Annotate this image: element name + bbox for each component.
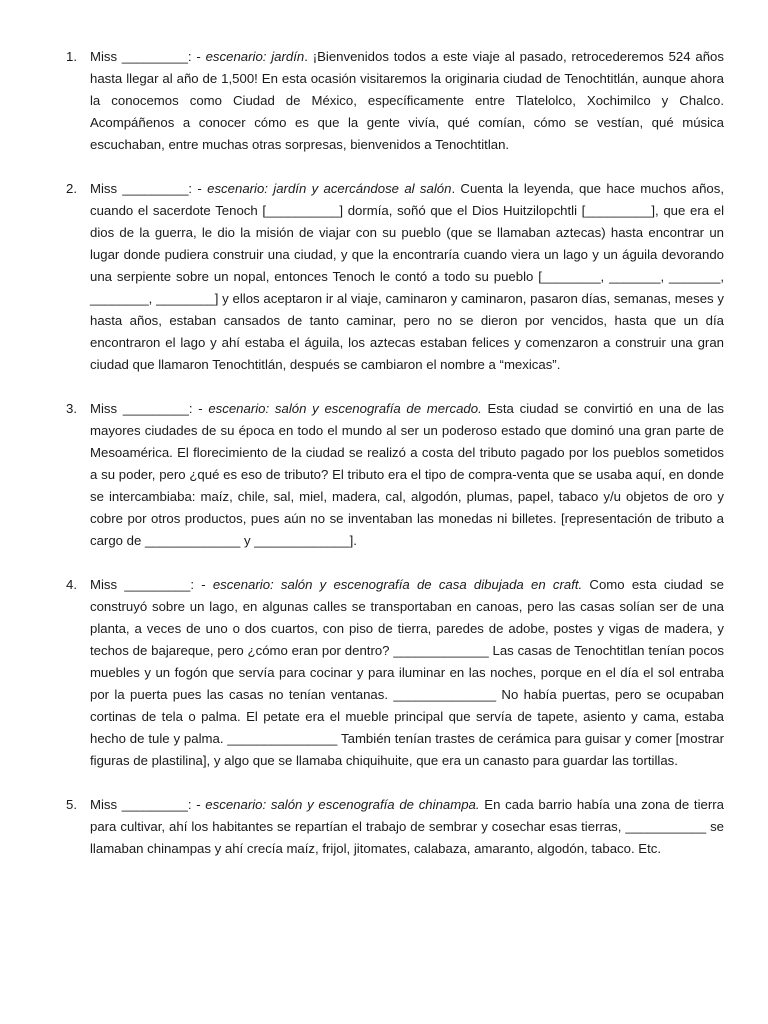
script-list: [0, 46, 724, 860]
item-number: 4.: [66, 577, 77, 592]
dialogue-text: Como esta ciudad se construyó sobre un lago, en algunas calles se transportaban en canoas, pero las casas solían ser de una planta, a veces de uno o dos cuartos, con piso de tierra, paredes de adobe, postes y vigas de madera, y techos de bajareque, pero ¿cómo eran por dentro? _____________ Las casas de Tenochtitlan tenían pocos muebles y un fogón que servía para cocinar y para iluminar en las noches, porque en el día el sol entraba por la puerta pues las casas no tenían ventanas. ______________ No había puertas, pero se ocupaban cortinas de tela o palma. El petate era el mueble principal que servía de tapete, asiento y cama, estaba hecho de tule y palma. _______________ También tenían trastes de cerámica para guisar y comer [mostrar figuras de plastilina], y algo que se llamaba chiquihuite, que era un canasto para guardar las tortillas.: [90, 577, 724, 768]
dialogue-text: . ¡Bienvenidos todos a este viaje al pasado, retrocederemos 524 años hasta llegar al año de 1,500! En esta ocasión visitaremos la originaria ciudad de Tenochtitlán, aunque ahora la conocemos como Ciudad de México, específicamente entre Tlatelolco, Xochimilco y Chalco. Acompáñenos a conocer cómo es que la gente vivía, qué comían, cómo se vestían, qué música escuchaban, entre muchas otras sorpresas, bienvenidos a Tenochtitlan.: [90, 49, 724, 152]
stage-direction: escenario: salón y escenografía de chinampa.: [205, 797, 480, 812]
item-number: 2.: [66, 181, 77, 196]
speaker-label: Miss _________: -: [90, 577, 213, 592]
dialogue-text: . Cuenta la leyenda, que hace muchos años, cuando el sacerdote Tenoch [__________] dormía, soñó que el Dios Huitzilopchtli [_________], que era el dios de la guerra, le dio la misión de viajar con su pueblo (que se llamaban aztecas) hasta encontrar un lugar donde pudiera construir una ciudad, y que la encontraría cuando viera un lago y un águila devorando una serpiente sobre un nopal, entonces Tenoch le contó a todo su pueblo [________, _______, _______, ________, ________] y ellos aceptaron ir al viaje, caminaron y caminaron, pasaron días, semanas, meses y hasta años, estaban cansados de tanto caminar, pero no se dieron por vencidos, hasta que un día encontraron el lago y ahí estaba el águila, los aztecas estaban felices y comenzaron a construir una gran ciudad que llamaron Tenochtitlán, después se cambiaron el nombre a “mexicas”.: [90, 181, 724, 372]
speaker-label: Miss _________: -: [90, 181, 208, 196]
script-item-1: [0, 46, 724, 156]
script-item-2: [0, 178, 724, 376]
speaker-label: Miss _________: -: [90, 797, 206, 812]
item-number: 5.: [66, 797, 77, 812]
speaker-label: Miss _________: -: [90, 49, 206, 64]
script-item-3: [0, 398, 724, 552]
dialogue-text: En cada barrio había una zona de tierra para cultivar, ahí los habitantes se repartían el trabajo de sembrar y cosechar esas tierras, ___________ se llamaban chinampas y ahí crecía maíz, frijol, jitomates, calabaza, amaranto, algodón, tabaco. Etc.: [90, 797, 724, 856]
script-item-5: [0, 794, 724, 860]
stage-direction: escenario: jardín y acercándose al salón: [207, 181, 452, 196]
stage-direction: escenario: salón y escenografía de casa dibujada en craft.: [212, 577, 583, 592]
speaker-label: Miss _________: -: [90, 401, 209, 416]
stage-direction: escenario: jardín: [205, 49, 305, 64]
stage-direction: escenario: salón y escenografía de mercado.: [208, 401, 482, 416]
script-item-4: [0, 574, 724, 772]
item-number: 1.: [66, 49, 77, 64]
dialogue-text: Esta ciudad se convirtió en una de las mayores ciudades de su época en todo el mundo al ser un poderoso estado que dominó una gran parte de Mesoamérica. El florecimiento de la ciudad se realizó a costa del tributo pagado por los pueblos sometidos a su poder, pero ¿qué es eso de tributo? El tributo era el tipo de compra-venta que se usaba aquí, en donde se intercambiaba: maíz, chile, sal, miel, madera, cal, algodón, plumas, papel, tabaco y/u objetos de oro y cobre por otros productos, pues aún no se inventaban las monedas ni billetes. [representación de tributo a cargo de _____________ y _____________].: [90, 401, 725, 548]
item-number: 3.: [66, 401, 77, 416]
